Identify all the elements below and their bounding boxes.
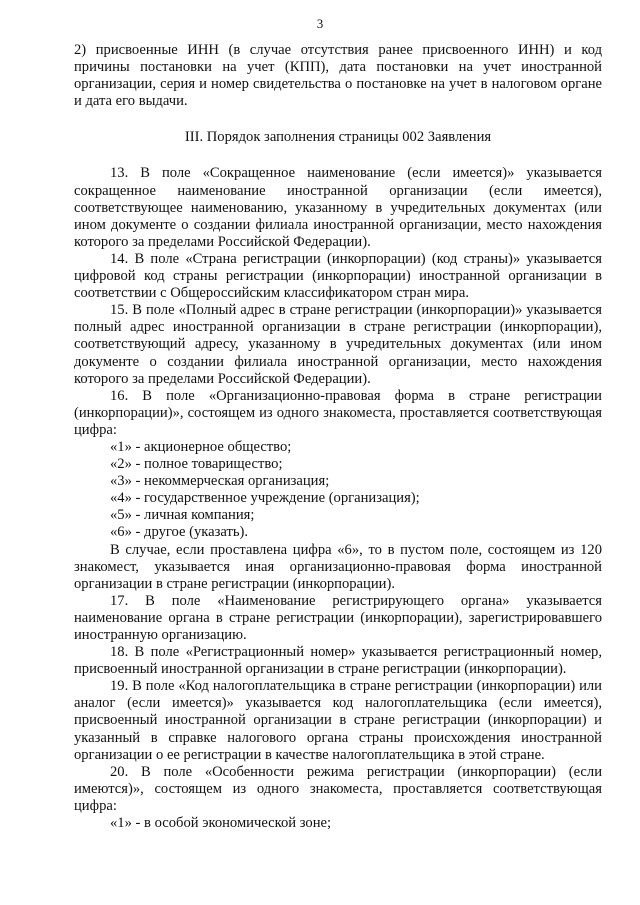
list-item: «6» - другое (указать). [110, 524, 249, 541]
paragraph-19: 19. В поле «Код налогоплательщика в стране регистрации (инкорпорации) или аналог (если имеется)» указывается код налогоплательщика (если имеется), присвоенный иностранной организации в стране регистрации (инкорпорации) и указанный в справке налогового органа страны происхождения иностранной организации о ее регистрации в качестве налогоплательщика в этой стране. [74, 678, 602, 763]
section-heading: III. Порядок заполнения страницы 002 Заявления [184, 129, 492, 146]
intro-paragraph: 2) присвоенные ИНН (в случае отсутствия ранее присвоенного ИНН) и код причины постановки на учет (КПП), дата постановки на учет иностранной организации, серия и номер свидетельства о постановке на учет в налоговом органе и дата его выдачи. [74, 42, 602, 110]
paragraph-14: 14. В поле «Страна регистрации (инкорпорации) (код страны)» указывается цифровой код страны регистрации (инкорпорации) иностранной организации в соответствии с Общероссийским классификатором стран мира. [74, 250, 602, 302]
paragraph-15: 15. В поле «Полный адрес в стране регистрации (инкорпорации)» указывается полный адрес иностранной организации в стране регистрации (инкорпорации), соответствующий адресу, указанному в учредительных документах (или ином документе о создании филиала иностранной организации, место нахождения которого за пределами Российской Федерации). [74, 302, 602, 387]
paragraph-13: 13. В поле «Сокращенное наименование (если имеется)» указывается сокращенное наименование иностранной организации (если имеется), соответствующее наименованию, указанному в учредительных документах (или ином документе о создании филиала иностранной организации, место нахождения которого за пределами Российской Федерации). [74, 165, 602, 250]
list-item: «3» - некоммерческая организация; [110, 473, 330, 490]
list-item: «1» - акционерное общество; [110, 438, 292, 455]
paragraph-16-note: В случае, если проставлена цифра «6», то в пустом поле, состоящем из 120 знакомест, указывается иная организационно-правовая форма иностранной организации в стране регистрации (инкорпорации). [74, 541, 602, 592]
list-item: «5» - личная компания; [110, 507, 255, 524]
list-item: «4» - государственное учреждение (организация); [110, 490, 420, 507]
paragraph-18: 18. В поле «Регистрационный номер» указывается регистрационный номер, присвоенный иностранной организации в стране регистрации (инкорпорации). [74, 644, 602, 678]
paragraph-17: 17. В поле «Наименование регистрирующего органа» указывается наименование органа в стране регистрации (инкорпорации), зарегистрировавшего иностранную организацию. [74, 592, 602, 643]
paragraph-20: 20. В поле «Особенности режима регистрации (инкорпорации) (если имеются)», состоящем из одного знакоместа, проставляется соответствующая цифра: [74, 763, 602, 814]
list-item: «1» - в особой экономической зоне; [110, 815, 332, 832]
list-item: «2» - полное товарищество; [110, 456, 283, 473]
page-number: 3 [316, 16, 324, 31]
paragraph-16: 16. В поле «Организационно-правовая форма в стране регистрации (инкорпорации)», состоящем из одного знакоместа, проставляется соответствующая цифра: [74, 387, 602, 438]
